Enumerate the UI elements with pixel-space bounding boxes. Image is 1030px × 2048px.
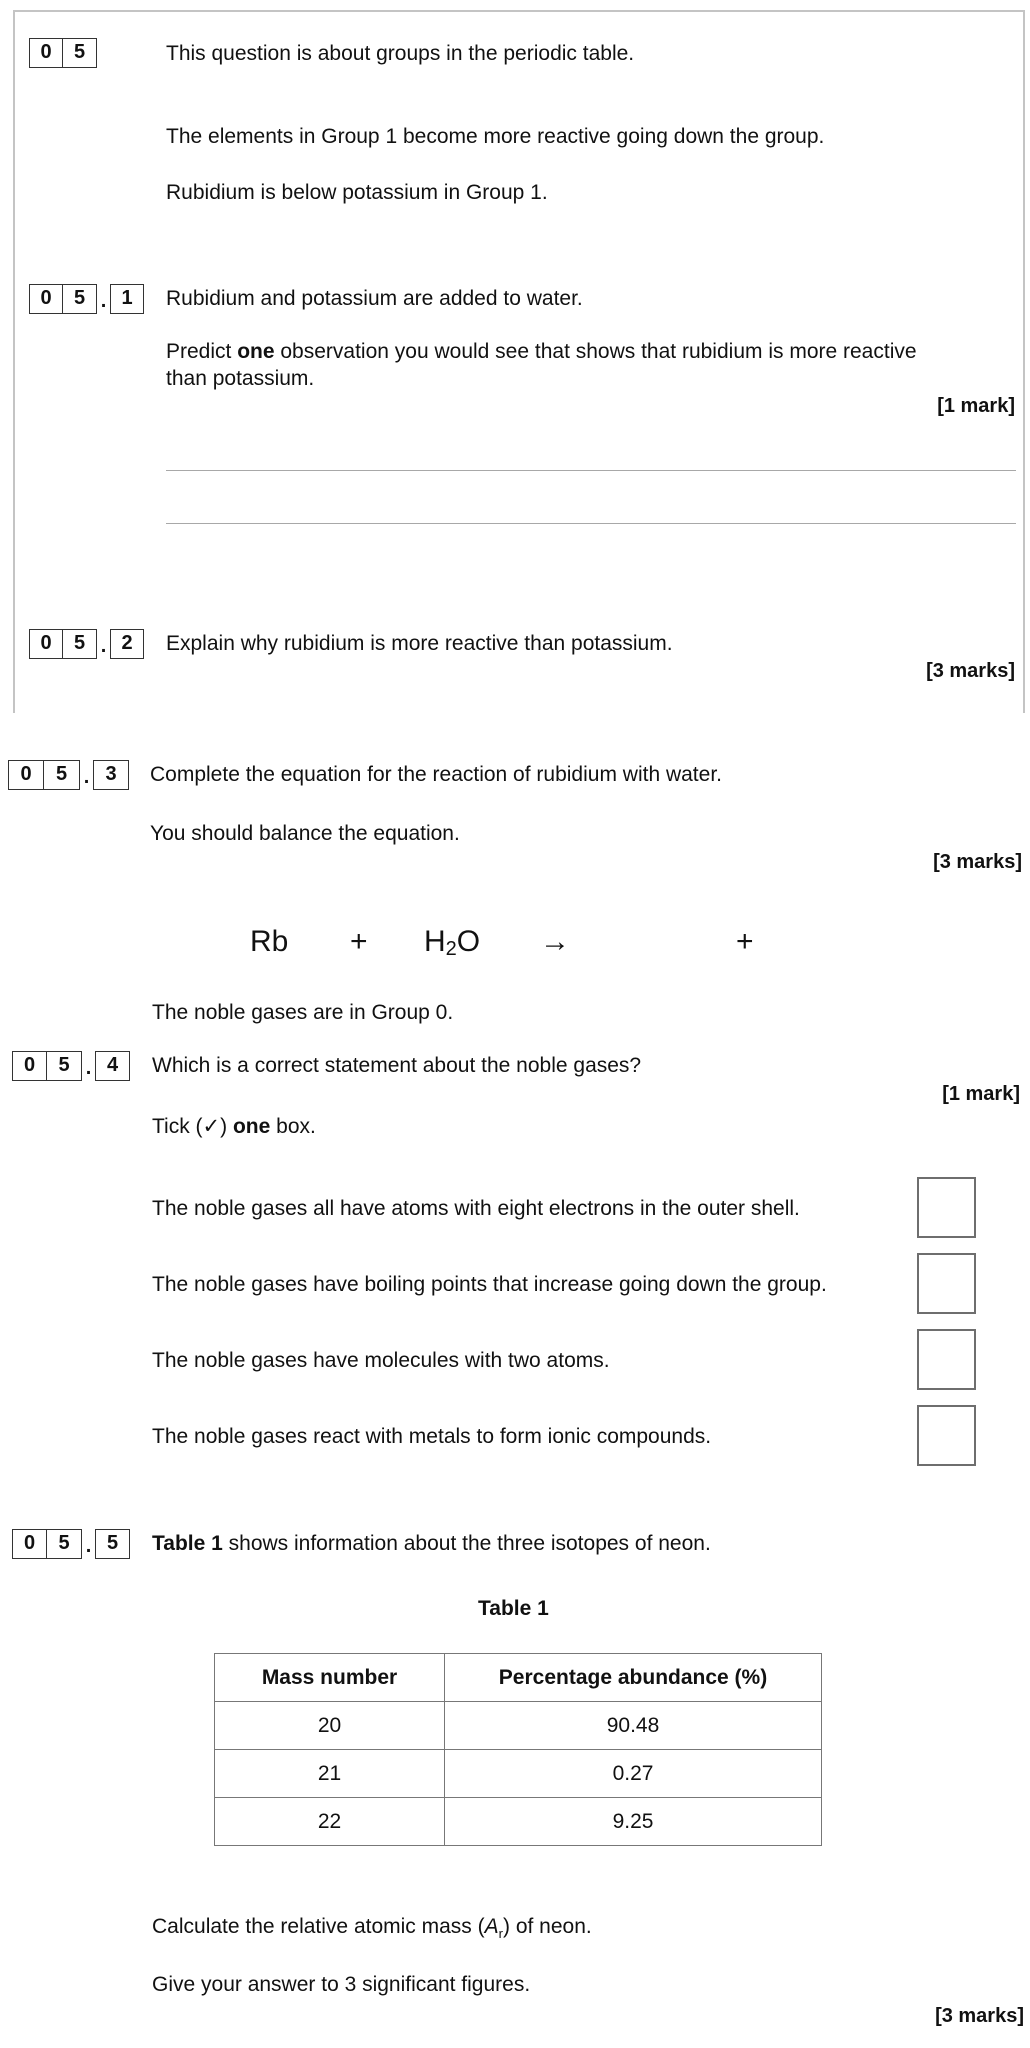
table-row — [215, 1798, 822, 1846]
equation-plus-1: + — [350, 925, 368, 958]
water-o: O — [456, 925, 481, 958]
qnum-digit: 0 — [8, 760, 44, 790]
question-intro: This question is about groups in the periodic table. — [166, 42, 635, 65]
question-number-05-3 — [8, 759, 129, 790]
water-subscript: 2 — [445, 938, 457, 960]
cell-mass-number: 20 — [215, 1702, 445, 1750]
answer-line-1[interactable] — [166, 470, 1016, 471]
tick-text: Tick (✓) — [152, 1115, 233, 1138]
question-number-05-1 — [29, 283, 144, 314]
equation-plus-2: + — [736, 925, 754, 958]
qnum-digit: 4 — [95, 1051, 130, 1081]
ar-subscript: r — [498, 1926, 503, 1942]
q05-3-instruction: You should balance the equation. — [150, 822, 460, 845]
cell-abundance: 9.25 — [445, 1798, 822, 1846]
table-reference: Table 1 — [152, 1532, 223, 1555]
header-percentage-abundance: Percentage abundance (%) — [445, 1654, 822, 1702]
equation-reactant-rb: Rb — [250, 925, 289, 958]
equation-reactant-water — [424, 924, 480, 967]
table-row — [215, 1750, 822, 1798]
qnum-digit: 0 — [29, 629, 63, 659]
option-2-checkbox[interactable] — [917, 1253, 976, 1314]
qnum-dot: . — [100, 289, 107, 312]
header-mass-number: Mass number — [215, 1654, 445, 1702]
qnum-digit: 5 — [47, 1529, 82, 1559]
tick-instruction — [152, 1115, 316, 1139]
q05-1-prompt — [166, 340, 917, 364]
isotope-table — [214, 1653, 822, 1846]
option-4-checkbox[interactable] — [917, 1405, 976, 1466]
qnum-digit: 1 — [110, 284, 144, 314]
qnum-digit: 0 — [29, 38, 63, 68]
qnum-dot: . — [83, 765, 90, 788]
qnum-digit: 5 — [63, 38, 97, 68]
q05-2-marks: [3 marks] — [926, 660, 1015, 682]
q05-2-stem: Explain why rubidium is more reactive than potassium. — [166, 632, 673, 655]
q05-1-stem: Rubidium and potassium are added to water. — [166, 287, 583, 310]
q05-1-marks: [1 mark] — [937, 395, 1015, 417]
context-text-1: The elements in Group 1 become more reactive going down the group. — [166, 125, 825, 148]
qnum-digit: 5 — [63, 629, 97, 659]
option-1-text: The noble gases all have atoms with eight electrons in the outer shell. — [152, 1197, 800, 1220]
option-3-checkbox[interactable] — [917, 1329, 976, 1390]
tick-text: box. — [270, 1115, 316, 1138]
qnum-digit: 2 — [110, 629, 144, 659]
table-row — [215, 1702, 822, 1750]
option-4-text: The noble gases react with metals to form ionic compounds. — [152, 1425, 712, 1448]
q05-5-marks: [3 marks] — [935, 2005, 1024, 2027]
q05-5-stem — [152, 1532, 711, 1556]
qnum-digit: 5 — [47, 1051, 82, 1081]
option-3-text: The noble gases have molecules with two atoms. — [152, 1349, 610, 1372]
answer-line-2[interactable] — [166, 523, 1016, 524]
context-text-2: Rubidium is below potassium in Group 1. — [166, 181, 548, 204]
qnum-digit: 0 — [12, 1051, 47, 1081]
equation-product-2-blank[interactable] — [780, 924, 890, 960]
qnum-dot: . — [85, 1534, 92, 1557]
option-2-text: The noble gases have boiling points that increase going down the group. — [152, 1273, 827, 1296]
q05-4-stem: Which is a correct statement about the noble gases? — [152, 1054, 642, 1077]
q05-3-marks: [3 marks] — [933, 851, 1022, 873]
q05-4-marks: [1 mark] — [942, 1083, 1020, 1105]
equation-product-1-blank[interactable] — [610, 924, 720, 960]
qnum-digit: 5 — [44, 760, 80, 790]
sig-figs-instruction: Give your answer to 3 significant figures. — [152, 1973, 531, 1996]
q05-1-prompt-line2: than potassium. — [166, 367, 315, 390]
qnum-digit: 5 — [95, 1529, 130, 1559]
prompt-emphasis: one — [237, 340, 275, 363]
question-number-05 — [29, 37, 97, 68]
q05-3-stem: Complete the equation for the reaction of rubidium with water. — [150, 763, 722, 786]
stem-text: shows information about the three isotopes of neon. — [222, 1532, 711, 1555]
calculate-instruction — [152, 1915, 592, 1946]
water-h: H — [424, 925, 446, 958]
cell-abundance: 90.48 — [445, 1702, 822, 1750]
cell-mass-number: 21 — [215, 1750, 445, 1798]
qnum-digit: 0 — [29, 284, 63, 314]
qnum-digit: 0 — [12, 1529, 47, 1559]
calc-text: ) of neon. — [503, 1915, 592, 1938]
cell-abundance: 0.27 — [445, 1750, 822, 1798]
tick-emphasis: one — [232, 1115, 271, 1138]
noble-gases-intro: The noble gases are in Group 0. — [152, 1001, 454, 1024]
qnum-dot: . — [85, 1056, 92, 1079]
calc-text: Calculate the relative atomic mass ( — [152, 1915, 485, 1938]
table-header-row — [215, 1654, 822, 1702]
qnum-dot: . — [100, 634, 107, 657]
question-number-05-4 — [12, 1050, 130, 1081]
prompt-text: observation you would see that shows that rubidium is more reactive — [274, 340, 917, 363]
ar-symbol: A — [484, 1915, 499, 1938]
cell-mass-number: 22 — [215, 1798, 445, 1846]
table-title: Table 1 — [478, 1597, 549, 1620]
question-number-05-2 — [29, 628, 144, 659]
prompt-text: Predict — [166, 340, 238, 363]
qnum-digit: 5 — [63, 284, 97, 314]
qnum-digit: 3 — [93, 760, 129, 790]
option-1-checkbox[interactable] — [917, 1177, 976, 1238]
question-number-05-5 — [12, 1528, 130, 1559]
equation-arrow-icon: → — [540, 925, 570, 958]
